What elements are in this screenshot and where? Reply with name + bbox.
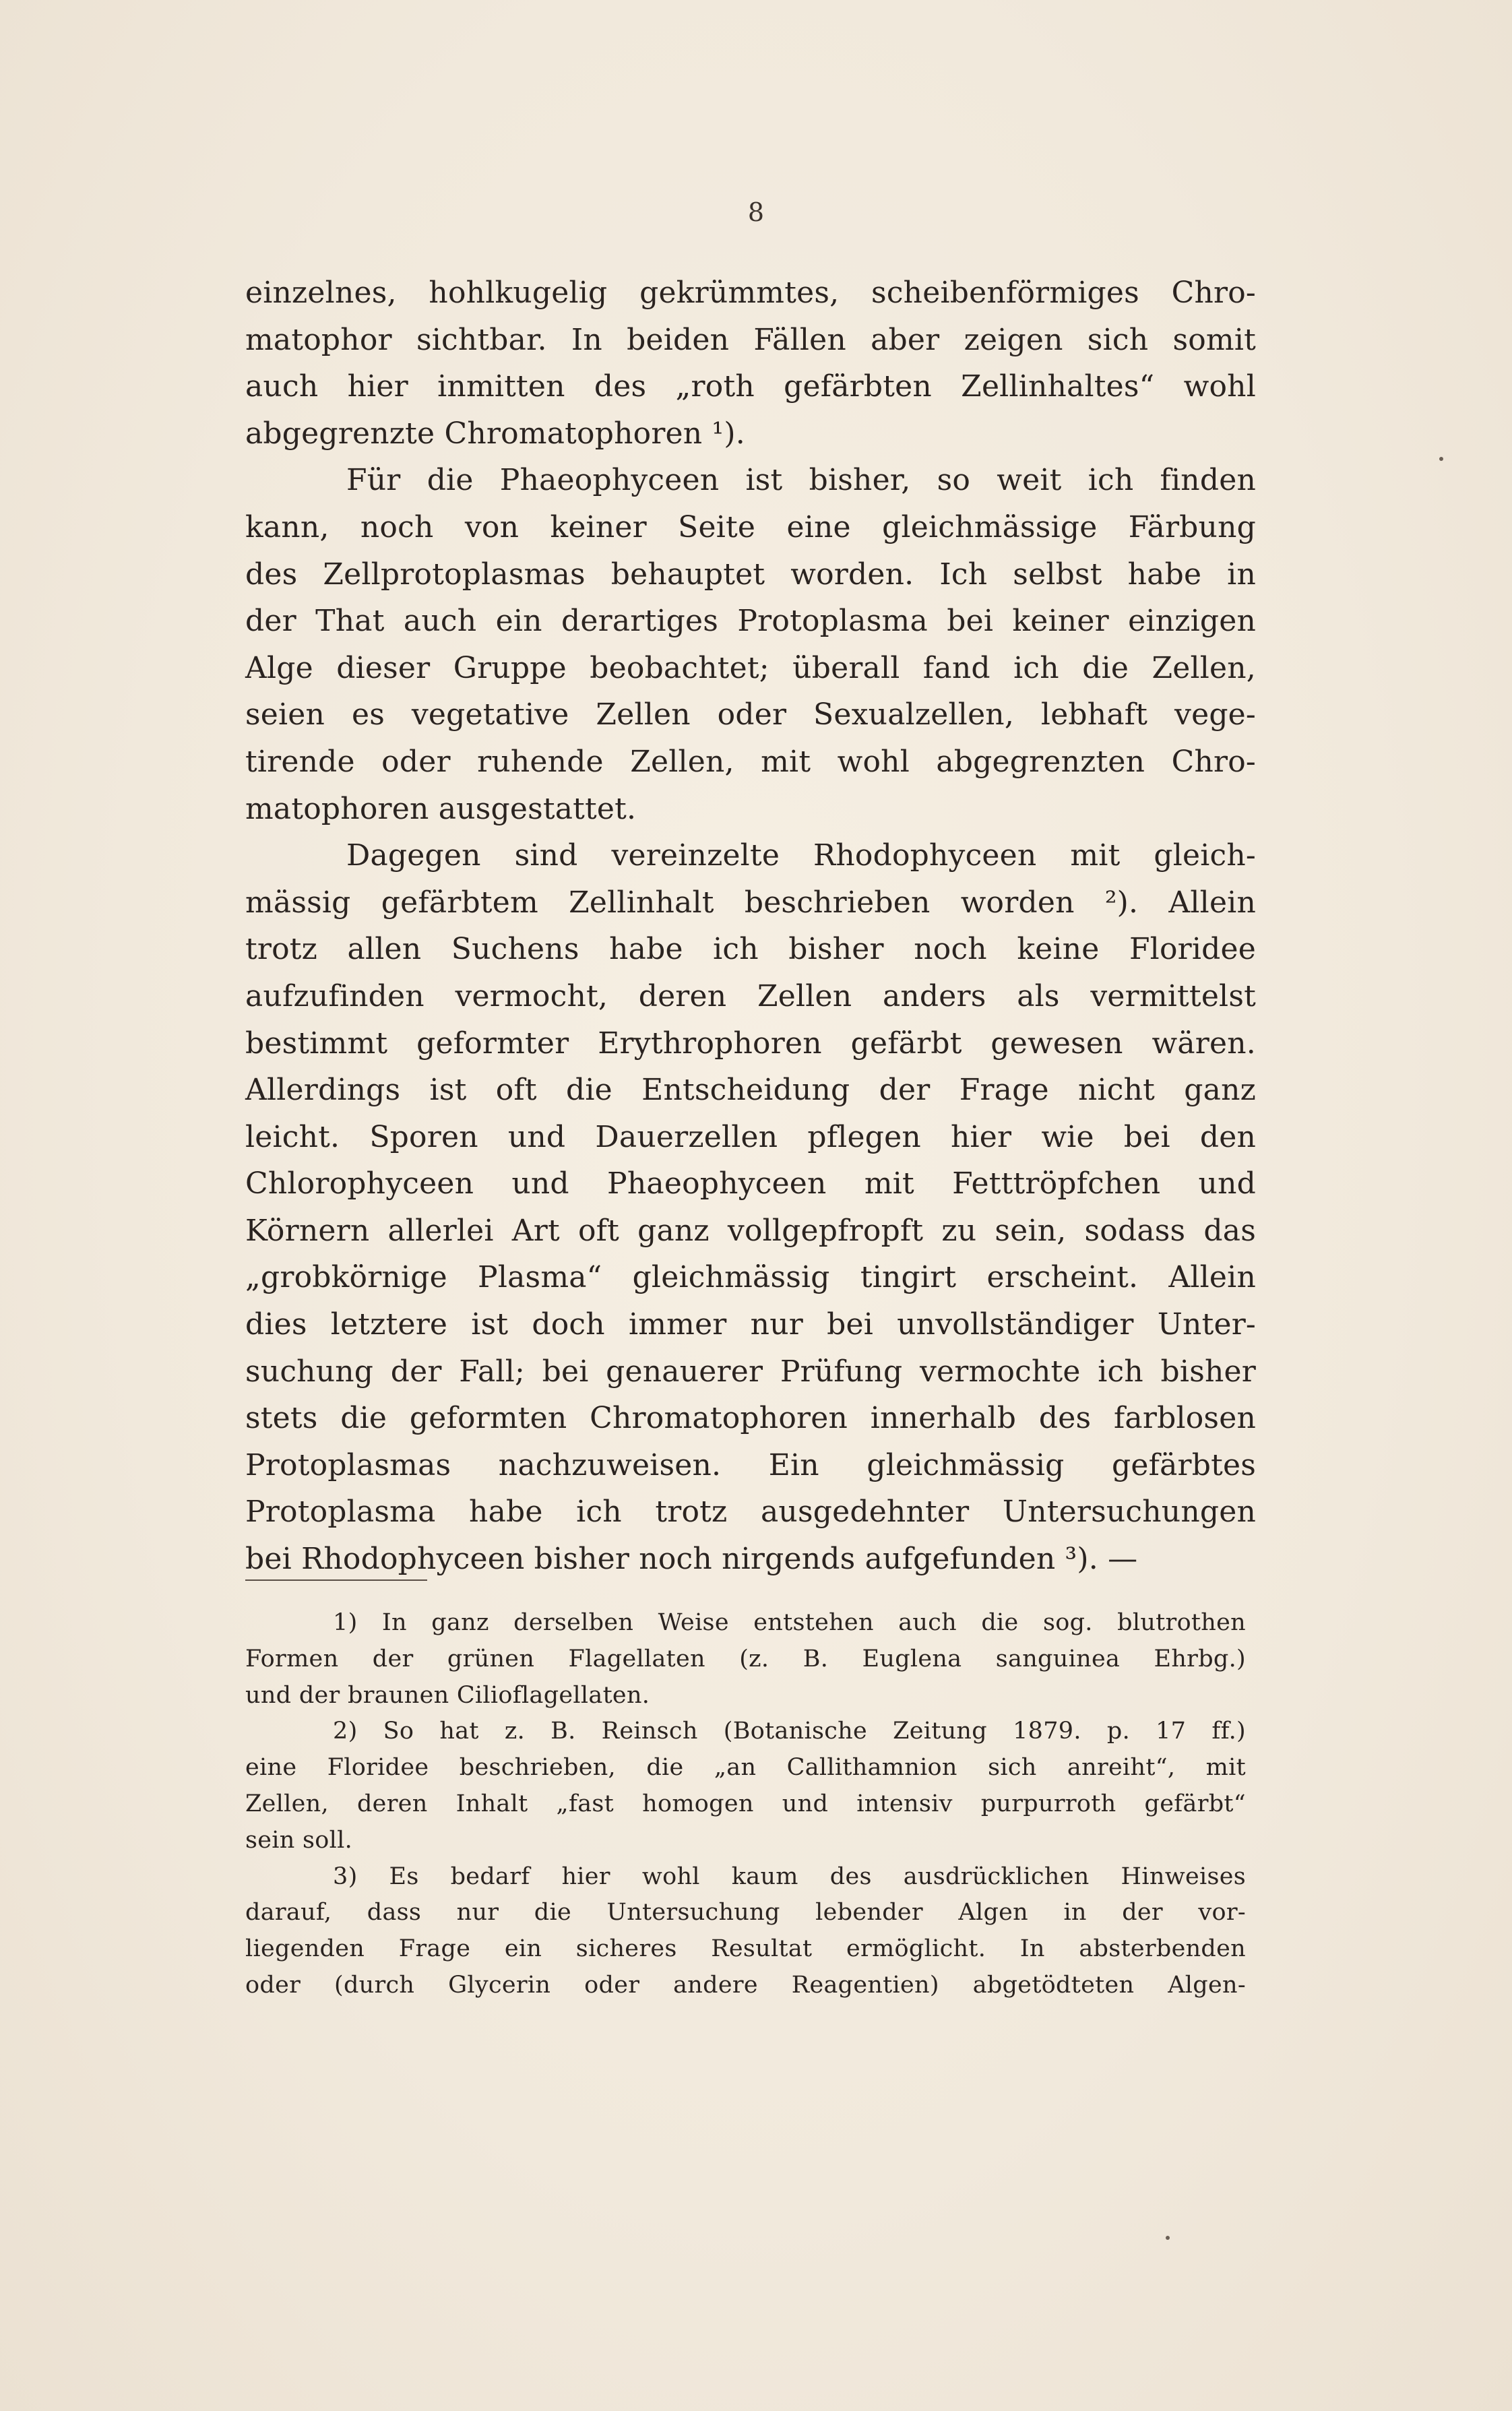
body-line: aufzufinden vermocht, deren Zellen anders als vermittelst [245, 978, 1256, 1013]
body-line: suchung der Fall; bei genauerer Prüfung vermochte ich bisher [245, 1354, 1256, 1389]
body-line: bestimmt geformter Erythrophoren gefärbt gewesen wären. [245, 1026, 1256, 1061]
body-line: abgegrenzte Chromatophoren ¹). [245, 416, 745, 451]
body-line: bei Rhodophyceen bisher noch nirgends aufgefunden ³). — [245, 1542, 1138, 1577]
body-line: einzelnes, hohlkugelig gekrümmtes, scheibenförmiges Chro- [245, 276, 1256, 310]
body-text [245, 270, 1256, 1583]
body-line: kann, noch von keiner Seite eine gleichmässige Färbung [245, 509, 1256, 544]
paper-speck [1166, 2236, 1170, 2240]
body-line: mässig gefärbtem Zellinhalt beschrieben worden ²). Allein [245, 885, 1256, 920]
body-line: „grobkörnige Plasma“ gleichmässig tingirt erscheint. Allein [245, 1260, 1256, 1295]
footnote-line: 1) In ganz derselben Weise entstehen auch die sog. blutrothen [333, 1609, 1246, 1636]
footnote-line: Zellen, deren Inhalt „fast homogen und intensiv purpurroth gefärbt“ [245, 1790, 1246, 1817]
footnote-line: darauf, dass nur die Untersuchung lebender Algen in der vor- [245, 1899, 1246, 1927]
body-line: seien es vegetative Zellen oder Sexualzellen, lebhaft vege- [245, 697, 1256, 732]
body-line: dies letztere ist doch immer nur bei unvollständiger Unter- [245, 1307, 1256, 1342]
body-line: der That auch ein derartiges Protoplasma bei keiner einzigen [245, 604, 1256, 639]
footnote-line: eine Florideе beschrieben, die „an Callithamnion sich anreiht“, mit [245, 1754, 1246, 1782]
footnote-line: Formen der grünen Flagellaten (z. B. Euglena sanguinea Ehrbg.) [245, 1645, 1246, 1672]
footnote-divider [245, 1579, 427, 1581]
page-number: 8 [747, 197, 765, 227]
body-line: tirende oder ruhende Zellen, mit wohl abgegrenzten Chro- [245, 744, 1256, 779]
footnote-line: liegenden Frage ein sicheres Resultat ermöglicht. In absterbenden [245, 1935, 1246, 1963]
body-line: leicht. Sporen und Dauerzellen pflegen hier wie bei den [245, 1119, 1256, 1154]
body-line: Alge dieser Gruppe beobachtet; überall fand ich die Zellen, [245, 650, 1256, 685]
body-line: Allerdings ist oft die Entscheidung der Frage nicht ganz [245, 1073, 1256, 1108]
body-line: matophor sichtbar. In beiden Fällen aber zeigen sich somit [245, 322, 1256, 357]
footnote-line: oder (durch Glycerin oder andere Reagentien) abgetödteten Algen- [245, 1971, 1246, 1999]
body-line: matophoren ausgestattet. [245, 791, 637, 826]
body-line: Chlorophyceen und Phaeophyceen mit Fetttröpfchen und [245, 1166, 1256, 1201]
body-line: Körnern allerlei Art oft ganz vollgepfropft zu sein, sodass das [245, 1213, 1256, 1248]
body-line: auch hier inmitten des „roth gefärbten Zellinhaltes“ wohl [245, 369, 1256, 404]
footnotes [245, 1605, 1246, 2004]
body-line: stets die geformten Chromatophoren innerhalb des farblosen [245, 1401, 1256, 1436]
paper-speck [1439, 457, 1443, 461]
footnote-line: 3) Es bedarf hier wohl kaum des ausdrücklichen Hinweises [333, 1862, 1246, 1890]
body-line: des Zellprotoplasmas behauptet worden. Ich selbst habe in [245, 557, 1256, 592]
body-line: Protoplasma habe ich trotz ausgedehnter Untersuchungen [245, 1495, 1256, 1530]
body-line: Dagegen sind vereinzelte Rhodophyceen mit gleich- [346, 838, 1256, 873]
body-line: Protoplasmas nachzuweisen. Ein gleichmässig gefärbtes [245, 1447, 1256, 1482]
body-line: trotz allen Suchens habe ich bisher noch keine Florideе [245, 932, 1256, 967]
footnote-line: und der braunen Cilioflagellaten. [245, 1681, 650, 1709]
footnote-line: sein soll. [245, 1826, 353, 1854]
footnote-line: 2) So hat z. B. Reinsch (Botanische Zeitung 1879. p. 17 ff.) [333, 1718, 1246, 1745]
body-line: Für die Phaeophyceen ist bisher, so weit ich finden [346, 463, 1256, 498]
